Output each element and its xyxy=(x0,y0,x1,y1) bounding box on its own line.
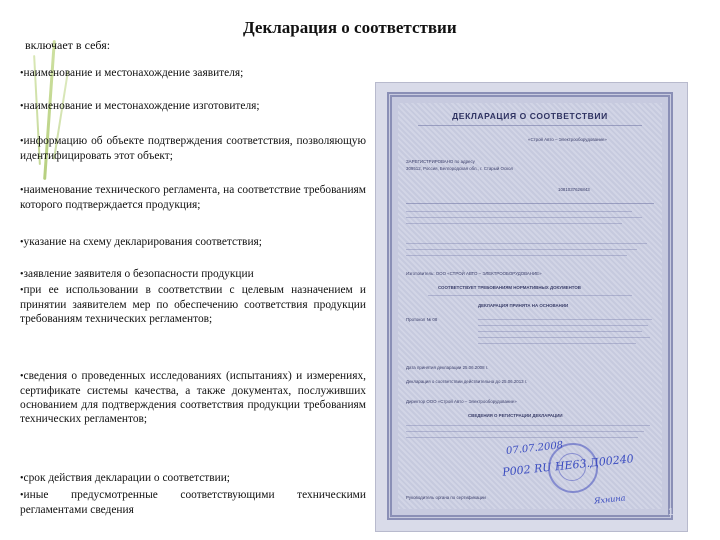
declaration-document xyxy=(387,92,673,520)
page-number: 12 xyxy=(668,507,680,518)
document-heading: ДЕКЛАРАЦИЯ О СООТВЕТСТВИИ xyxy=(452,111,608,121)
document-valid-until: Декларация о соответствии действительна до 25.06.2013 г. xyxy=(406,379,528,384)
document-manufacturer: Изготовитель: ООО «СТРОЙ АВТО – ЭЛЕКТРООБОРУДОВАНИЕ» xyxy=(406,271,542,276)
bullet-text: указание на схему декларирования соответствия; xyxy=(23,236,262,248)
bullet-mark: • xyxy=(20,473,24,484)
bullet-item xyxy=(20,183,366,212)
slide-title: Декларация о соответствии xyxy=(243,18,457,37)
document-address: 309512, Россия, Белгородская обл., г. Старый Оскол xyxy=(406,166,514,171)
bullet-mark: • xyxy=(20,185,24,196)
bullet-item xyxy=(20,99,366,114)
bullet-item xyxy=(20,235,366,250)
bullet-item xyxy=(20,471,366,486)
bullet-mark: • xyxy=(20,136,24,147)
slide-subtitle: включает в себя: xyxy=(25,38,111,52)
bullet-item xyxy=(20,283,366,326)
document-reg-number: 1081037626843 xyxy=(558,187,590,192)
bullet-mark: • xyxy=(20,68,24,79)
bullet-mark: • xyxy=(20,285,24,296)
bullet-mark: • xyxy=(20,101,24,112)
bullet-item xyxy=(20,267,366,282)
bullet-text: сведения о проведенных исследованиях (испытаниях) и измерениях, сертификате системы качества, а также документах, послуживших основанием для подтверждения соответствия продукции требованиям технических регламентов; xyxy=(20,370,366,425)
document-reg-label: ЗАРЕГИСТРИРОВАНО по адресу xyxy=(406,159,475,164)
document-accepted-heading: ДЕКЛАРАЦИЯ ПРИНЯТА НА ОСНОВАНИИ xyxy=(478,303,569,308)
bullet-text: наименование и местонахождение изготовителя; xyxy=(23,100,260,112)
bullet-text: иные предусмотренные соответствующими техническими регламентами сведения xyxy=(20,489,366,516)
bullet-mark: • xyxy=(20,237,24,248)
bullet-text: наименование технического регламента, на соответствие требованиям которого подтверждается продукция; xyxy=(20,184,366,211)
document-registry-heading: СВЕДЕНИЯ О РЕГИСТРАЦИИ ДЕКЛАРАЦИИ xyxy=(468,413,563,418)
bullet-item xyxy=(20,134,366,163)
bullet-item xyxy=(20,369,366,426)
bullet-mark: • xyxy=(20,269,24,280)
document-director: Директор ООО «Строй Авто – Электрооборудование» xyxy=(406,399,517,404)
stamp-seal xyxy=(548,443,598,493)
document-holder-label: Руководитель органа по сертификации xyxy=(406,495,486,500)
bullet-text: заявление заявителя о безопасности продукции xyxy=(23,268,254,280)
handwritten-reg-number: Р002 RU НЕ63.Д00240 xyxy=(501,452,635,479)
bullet-text: наименование и местонахождение заявителя; xyxy=(23,67,244,79)
bullet-text: при ее использовании в соответствии с целевым назначением и принятии заявителем мер по обеспечению соответствия продукции требованиям технических регламентов; xyxy=(20,284,366,325)
certificate-photo xyxy=(375,82,688,532)
bullet-text: срок действия декларации о соответствии; xyxy=(23,472,230,484)
bullet-text: информацию об объекте подтверждения соответствия, позволяющую идентифицировать этот объект; xyxy=(20,135,366,162)
bullet-item xyxy=(20,66,366,81)
document-company: «Строй Авто – Электрооборудование» xyxy=(528,137,607,142)
bullet-item xyxy=(20,488,366,517)
document-protocol: Протокол № 08 xyxy=(406,317,438,322)
document-conformity-heading: СООТВЕТСТВУЕТ ТРЕБОВАНИЯМ НОРМАТИВНЫХ ДОКУМЕНТОВ xyxy=(438,285,581,290)
document-body xyxy=(398,103,662,509)
handwritten-date: 07.07.2008 xyxy=(505,440,564,457)
handwritten-signature: Яхнина xyxy=(593,493,626,506)
bullet-mark: • xyxy=(20,371,24,382)
bullet-mark: • xyxy=(20,490,24,501)
document-date-accepted: Дата принятия декларации 25.06.2008 г. xyxy=(406,365,489,370)
